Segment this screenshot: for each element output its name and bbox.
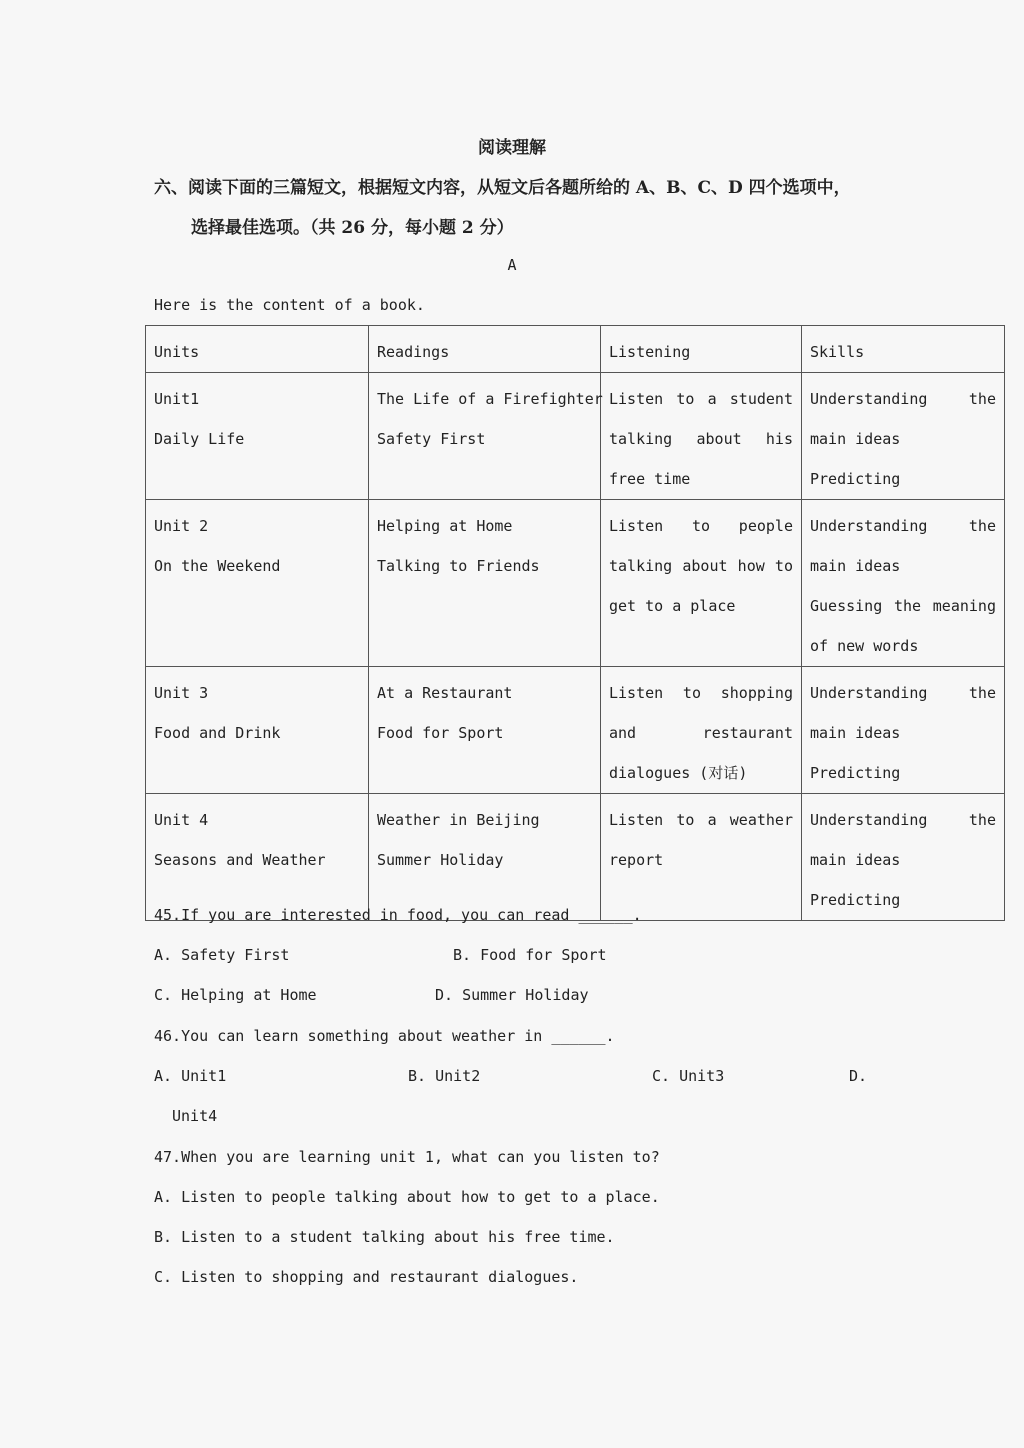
- question-45-option-a: A. Safety First: [154, 946, 290, 964]
- header-skills: Skills: [802, 326, 1005, 373]
- cell-readings: Weather in Beijing Summer Holiday: [369, 794, 601, 921]
- question-47-option-b: B. Listen to a student talking about his free time.: [154, 1228, 615, 1246]
- question-47-option-c: C. Listen to shopping and restaurant dialogues.: [154, 1268, 579, 1286]
- cell-readings: At a Restaurant Food for Sport: [369, 667, 601, 794]
- question-45-option-d: D. Summer Holiday: [435, 986, 589, 1004]
- question-46-option-d-letter: D.: [849, 1067, 868, 1085]
- table-row: [146, 794, 1005, 921]
- cell-units: Unit 4 Seasons and Weather: [146, 794, 369, 921]
- question-47-stem: 47.When you are learning unit 1, what can you listen to?: [154, 1148, 660, 1166]
- question-45-option-c: C. Helping at Home: [154, 986, 317, 1004]
- cell-listening: Listen to people talking about how to get to a place: [601, 500, 802, 667]
- question-47-option-a: A. Listen to people talking about how to get to a place.: [154, 1188, 660, 1206]
- table-row: [146, 500, 1005, 667]
- cell-readings: The Life of a Firefighter Safety First: [369, 373, 601, 500]
- instructions-line-2: 选择最佳选项。（共 26 分，每小题 2 分）: [191, 218, 514, 238]
- table-row: [146, 373, 1005, 500]
- cell-readings: Helping at Home Talking to Friends: [369, 500, 601, 667]
- instructions-line-1: 六、阅读下面的三篇短文，根据短文内容，从短文后各题所给的 A、B、C、D 四个选项中，: [154, 178, 851, 198]
- cell-skills: Understanding the main ideas Predicting: [802, 794, 1005, 921]
- question-45-option-b: B. Food for Sport: [453, 946, 607, 964]
- header-units: Units: [146, 326, 369, 373]
- table-row: [146, 667, 1005, 794]
- question-46-option-d-text: Unit4: [172, 1107, 218, 1125]
- book-contents-table: [145, 325, 1005, 921]
- cell-units: Unit1 Daily Life: [146, 373, 369, 500]
- question-46-option-a: A. Unit1: [154, 1067, 227, 1085]
- header-readings: Readings: [369, 326, 601, 373]
- cell-listening: Listen to shopping and restaurant dialogues (对话): [601, 667, 802, 794]
- section-label: A: [507, 256, 517, 274]
- cell-skills: Understanding the main ideas Predicting: [802, 373, 1005, 500]
- question-46-stem: 46.You can learn something about weather in ______.: [154, 1027, 615, 1045]
- header-listening: Listening: [601, 326, 802, 373]
- question-45-stem: 45.If you are interested in food, you can read ______.: [154, 906, 642, 924]
- cell-units: Unit 2 On the Weekend: [146, 500, 369, 667]
- cell-listening: Listen to a student talking about his free time: [601, 373, 802, 500]
- cell-skills: Understanding the main ideas Predicting: [802, 667, 1005, 794]
- question-46-option-b: B. Unit2: [408, 1067, 481, 1085]
- page-title: 阅读理解: [478, 138, 546, 158]
- cell-skills: Understanding the main ideas Guessing the meaning of new words: [802, 500, 1005, 667]
- table-header-row: [146, 326, 1005, 373]
- cell-units: Unit 3 Food and Drink: [146, 667, 369, 794]
- question-46-option-c: C. Unit3: [652, 1067, 725, 1085]
- passage-intro: Here is the content of a book.: [154, 296, 425, 314]
- cell-listening: Listen to a weather report: [601, 794, 802, 921]
